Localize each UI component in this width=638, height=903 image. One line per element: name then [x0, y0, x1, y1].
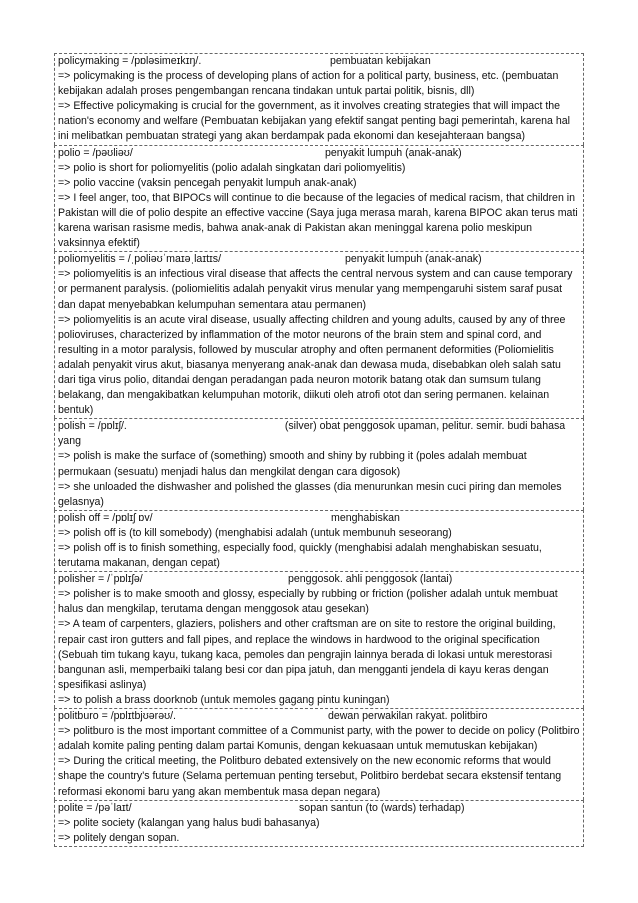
example-line: => polio is short for poliomyelitis (polio adalah singkatan dari poliomyelitis): [58, 161, 406, 174]
meaning: pembuatan kebijakan: [330, 55, 431, 67]
term: polish = /pɒlɪʃ/.: [58, 420, 127, 433]
example-line: => polisher is to make smooth and glossy, especially by rubbing or friction (polisher adalah untuk membuat halus dan mengkilap, terutama dengan menggosok atau gesekan): [58, 588, 558, 616]
example-line: => Effective policymaking is crucial for the government, as it involves creating strategies that will impact the nation's economy and welfare (Pembuatan kebijakan yang efektif sangat penting bagi pemerintah, karena hal ini melibatkan pembuatan strategi yang akan berdampak pada ekonomi dan kesejahteraan bangsa): [58, 100, 571, 143]
example-line: => poliomyelitis is an infectious viral disease that affects the central nervous system and can cause temporary or permanent paralysis. (poliomielitis adalah penyakit virus menular yang mempengaruhi sistem saraf pusat dan dapat menyebabkan kelumpuhan sementara atau permanen): [58, 268, 573, 311]
example-line: => polish off is (to kill somebody) (menghabisi adalah (untuk membunuh seseorang): [58, 526, 452, 539]
meaning: penyakit lumpuh (anak-anak): [325, 146, 462, 159]
term: polish off = /pɒlɪʃ ɒv/: [58, 511, 153, 524]
example-line: => politburo is the most important committee of a Communist party, with the power to decide on policy (Politbiro adalah komite paling penting dalam partai Komunis, dengan kekuasaan untuk memutuskan kebijakan): [58, 725, 580, 753]
entry-politburo: [54, 708, 584, 800]
meaning: (silver) obat penggosok upaman, pelitur. semir. budi bahasa yang: [58, 420, 566, 448]
meaning: sopan santun (to (wards) terhadap): [299, 801, 465, 814]
example-line: => poliomyelitis is an acute viral disease, usually affecting children and young adults, caused by any of three polioviruses, characterized by inflammation of the motor neurons of the brain stem and spinal cord, and resulting in a motor paralysis, followed by muscular atrophy and often permanent deformities (Poliomielitis adalah penyakit virus akut, biasanya menyerang anak-anak dan dewasa muda, disebabkan oleh salah satu dari tiga virus polio, ditandai dengan peradangan pada neuron motorik batang otak dan sumsum tulang belakang, dan mengakibatkan kelumpuhan motorik, diikuti oleh atrofi otot dan sering permanen. kelainan bentuk): [58, 313, 566, 417]
entry-head: [58, 801, 581, 816]
entry-polisher: [54, 571, 584, 708]
example-line: => she unloaded the dishwasher and polished the glasses (dia menurunkan mesin cuci piring dan memoles gelasnya): [58, 480, 562, 508]
example-line: => polite society (kalangan yang halus budi bahasanya): [58, 816, 320, 829]
example-line: => polish off is to finish something, especially food, quickly (menghabisi adalah menghabiskan sesuatu, terutama makanan, dengan cepat): [58, 542, 542, 570]
example-line: => A team of carpenters, glaziers, polishers and other craftsman are on site to restore the original building, repair cast iron gutters and fall pipes, and replace the windows in hardwood to the original specification (Sebuah tim tukang kayu, tukang kaca, pemoles dan pengrajin lainnya berada di lokasi untuk merestorasi bangunan asli, memperbaiki talang besi cor dan pipa jatuh, dan mengganti jendela di kayu keras dengan spesifikasi aslinya): [58, 618, 556, 691]
entry-head: [58, 709, 581, 724]
entry-head: [58, 572, 581, 587]
entry-polish: [54, 418, 584, 510]
entry-polite: [54, 800, 584, 847]
example-line: => During the critical meeting, the Politburo debated extensively on the new economic reforms that would shape the country's future (Selama pertemuan penting tersebut, Politbiro berdebat secara ekstensif tentang reformasi ekonomi baru yang akan membentuk masa depan negara): [58, 755, 562, 798]
entry-head: [58, 511, 581, 526]
entry-poliomyelitis: [54, 251, 584, 418]
example-line: => I feel anger, too, that BIPOCs will continue to die because of the legacies of medical racism, that children in Pakistan will die of polio despite an effective vaccine (Saya juga merasa marah, karena BIPOC akan terus mati karena warisan rasisme medis, bahwa anak-anak di Pakistan akan meninggal karena polio meskipun vaksinnya efektif): [58, 191, 578, 250]
entry-polio: [54, 145, 584, 252]
entry-head: [58, 252, 581, 267]
meaning: penyakit lumpuh (anak-anak): [345, 253, 482, 266]
meaning: menghabiskan: [331, 511, 400, 524]
entry-head: [58, 419, 581, 449]
example-line: => polish is make the surface of (something) smooth and shiny by rubbing it (poles adalah membuat permukaan (sesuatu) menjadi halus dan mengkilat dengan cara digosok): [58, 450, 527, 478]
meaning: penggosok. ahli penggosok (lantai): [288, 573, 453, 586]
term: polio = /pəʊliəʊ/: [58, 146, 133, 159]
meaning: dewan perwakilan rakyat. politbiro: [328, 710, 488, 723]
dictionary-page: [54, 53, 584, 847]
example-line: => policymaking is the process of developing plans of action for a political party, business, etc. (pembuatan kebijakan adalah proses pengembangan rencana tindakan untuk partai politik, bisnis, dll): [58, 70, 559, 98]
entry-polish-off: [54, 510, 584, 571]
entry-policymaking: [54, 53, 584, 145]
entry-head: [58, 146, 581, 161]
entry-head: [58, 54, 581, 69]
example-line: => to polish a brass doorknob (untuk memoles gagang pintu kuningan): [58, 693, 390, 706]
term: policymaking = /pɒləsimeɪkɪŋ/.: [58, 55, 202, 67]
term: polite = /pəˈlaɪt/: [58, 801, 132, 814]
term: politburo = /pɒlɪtbjʊərəʊ/.: [58, 710, 176, 723]
term: polisher = /ˈpɒlɪʃə/: [58, 573, 143, 586]
term: poliomyelitis = /ˌpoliəʊˈmaɪəˌlaɪtɪs/: [58, 253, 222, 266]
example-line: => polio vaccine (vaksin pencegah penyakit lumpuh anak-anak): [58, 176, 357, 189]
example-line: => politely dengan sopan.: [58, 831, 180, 844]
